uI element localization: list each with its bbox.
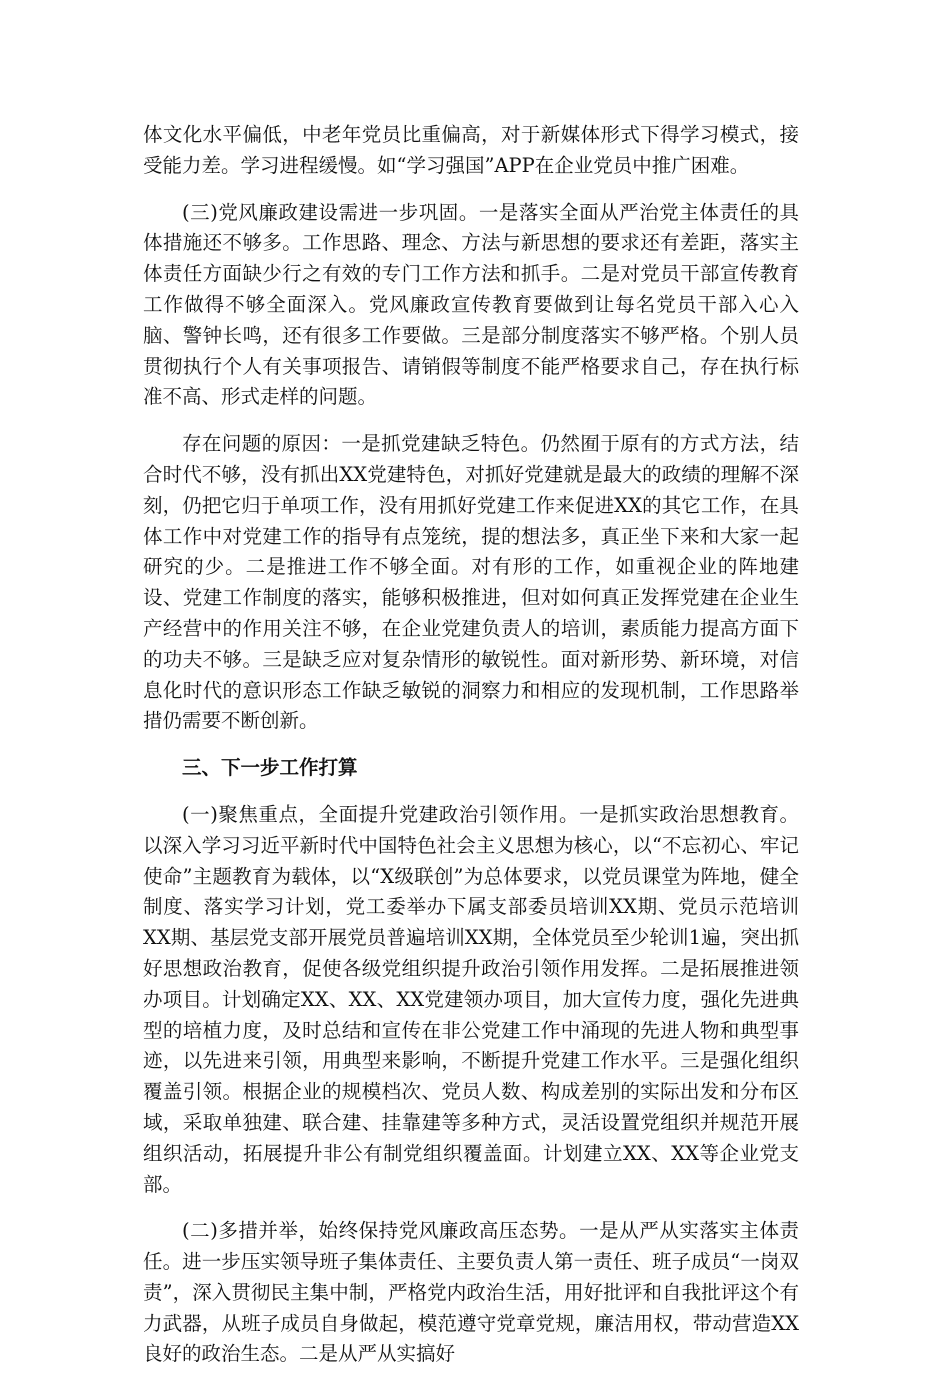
document-body (143, 120, 799, 1386)
paragraph-problem-causes: 存在问题的原因：一是抓党建缺乏特色。仍然囿于原有的方式方法，结合时代不够，没有抓出XX党建特色，对抓好党建就是最大的政绩的理解不深刻，仍把它归于单项工作，没有用抓好党建工作来促进XX的其它工作，在具体工作中对党建工作的指导有点笼统，提的想法多，真正坐下来和大家一起研究的少。二是推进工作不够全面。对有形的工作，如重视企业的阵地建设、党建工作制度的落实，能够积极推进，但对如何真正发挥党建在企业生产经营中的作用关注不够，在企业党建负责人的培训，素质能力提高方面下的功夫不够。三是缺乏应对复杂情形的敏锐性。面对新形势、新环境，对信息化时代的意识形态工作缺乏敏锐的洞察力和相应的发现机制，工作思路举措仍需要不断创新。 (143, 432, 799, 733)
paragraph-party-conduct-issues: (三)党风廉政建设需进一步巩固。一是落实全面从严治党主体责任的具体措施还不够多。工作思路、理念、方法与新思想的要求还有差距，落实主体责任方面缺少行之有效的专门工作方法和抓手。二是对党员干部宣传教育工作做得不够全面深入。党风廉政宣传教育要做到让每名党员干部入心入脑、警钟长鸣，还有很多工作要做。三是部分制度落实不够严格。个别人员贯彻执行个人有关事项报告、请销假等制度不能严格要求自己，存在执行标准不高、形式走样的问题。 (143, 200, 799, 409)
section-heading-next-steps: 三、下一步工作打算 (182, 756, 358, 780)
paragraph-continuation: 体文化水平偏低，中老年党员比重偏高，对于新媒体形式下得学习模式，接受能力差。学习进程缓慢。如“学习强国”APP在企业党员中推广困难。 (143, 123, 799, 177)
paragraph-multiple-measures: (二)多措并举，始终保持党风廉政高压态势。一是从严从实落实主体责任。进一步压实领导班子集体责任、主要负责人第一责任、班子成员“一岗双责”，深入贯彻民主集中制，严格党内政治生活，用好批评和自我批评这个有力武器，从班子成员自身做起，模范遵守党章党规，廉洁用权，带动营造XX良好的政治生态。二是从严从实搞好 (143, 1219, 799, 1366)
paragraph-focus-priorities: (一)聚焦重点，全面提升党建政治引领作用。一是抓实政治思想教育。以深入学习习近平新时代中国特色社会主义思想为核心，以“不忘初心、牢记使命”主题教育为载体，以“X级联创”为总体要求，以党员课堂为阵地，健全制度、落实学习计划，党工委举办下属支部委员培训XX期、党员示范培训XX期、基层党支部开展党员普遍培训XX期，全体党员至少轮训1遍，突出抓好思想政治教育，促使各级党组织提升政治引领作用发挥。二是拓展推进领办项目。计划确定XX、XX、XX党建领办项目，加大宣传力度，强化先进典型的培植力度，及时总结和宣传在非公党建工作中涌现的先进人物和典型事迹，以先进来引领，用典型来影响，不断提升党建工作水平。三是强化组织覆盖引领。根据企业的规模档次、党员人数、构成差别的实际出发和分布区域，采取单独建、联合建、挂靠建等多种方式，灵活设置党组织并规范开展组织活动，拓展提升非公有制党组织覆盖面。计划建立XX、XX等企业党支部。 (143, 802, 799, 1196)
